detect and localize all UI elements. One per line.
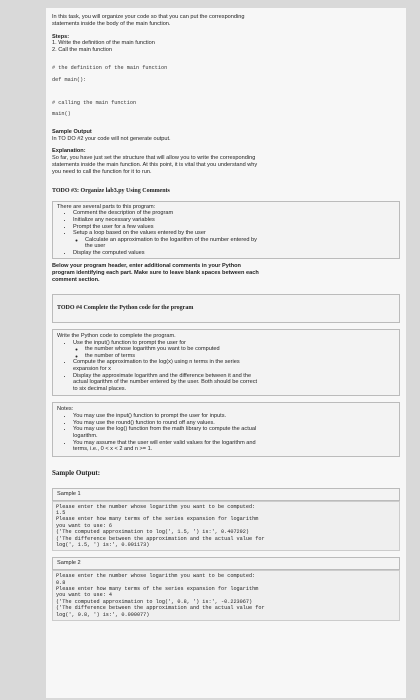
step-2: 2. Call the main function: [52, 47, 113, 54]
notes-heading: Notes:: [57, 406, 74, 413]
sample-2-line: Please enter the number whose logarithm you want to be computed:: [56, 573, 256, 580]
code-comment-definition: # the definition of the main function: [52, 65, 168, 72]
todo3-item: • Display the computed values: [73, 250, 395, 257]
explanation-line-1: So far, you have just set the structure that will allow you to write the corresponding: [52, 155, 256, 162]
todo3-item-text: Setup a loop based on the values entered by the user: [73, 230, 206, 237]
sample-2-label: Sample 2: [57, 560, 81, 567]
todo4-item-3-line-1: Display the approximate logarithm and the difference between it and the: [73, 372, 252, 379]
todo3-list: [57, 210, 395, 256]
todo4-box: [52, 294, 400, 323]
sample-1-line: ('The difference between the approximation and the actual value for: [56, 535, 265, 542]
todo4-item: [73, 340, 395, 360]
todo3-note-line-2: program identifying each part. Make sure to leave blank spaces between each: [52, 270, 259, 277]
todo3-item: • Comment the description of the program: [73, 210, 395, 217]
notes-box: [52, 402, 400, 456]
sample-2-line: Please enter how many terms of the series expansion for logarithm: [56, 586, 259, 593]
sample-1-label: Sample 1: [57, 490, 81, 497]
note-3-line-1: You may use the log() function from the math library to compute the actual: [73, 426, 257, 433]
sample-1-output: [52, 501, 400, 552]
todo4-sublist: [73, 346, 395, 359]
todo3-item: [73, 230, 395, 250]
note-4-line-1: You may assume that the user will enter valid values for the logarithm and: [73, 439, 256, 446]
sample-output-heading: Sample Output: [52, 128, 92, 135]
sample-2-label-box: [52, 557, 400, 570]
explanation-line-2: statements inside the main function. At this point, it is vital that you understand why: [52, 161, 258, 168]
todo4-instructions-box: [52, 329, 400, 397]
todo4-item-3-line-3: to six decimal places.: [73, 385, 127, 392]
todo3-subitem-line-2: the user: [85, 243, 106, 250]
todo3-subitem-line-1: Calculate an approximation to the logarithm of the number entered by: [85, 236, 257, 243]
sample-1-line: log(', 1.5, ') is:', 0.001173): [56, 542, 150, 548]
note-4-line-2: terms, i.e., 0 < x < 2 and n >= 1.: [73, 446, 153, 453]
todo4-item: [73, 373, 395, 393]
sample-output-text: In TO DO #2 your code will not generate output.: [52, 135, 171, 142]
sample-2-output: [52, 570, 400, 621]
todo3-item: • Prompt the user for a few values: [73, 224, 395, 231]
intro-line-2: statements inside the body of the main function.: [52, 20, 171, 27]
todo4-heading: TODO #4 Complete the Python code for the program: [57, 304, 194, 311]
todo3-box: [52, 201, 400, 260]
todo3-heading: TODO #3: Organize lab3.py Using Comments: [52, 187, 170, 194]
steps-title: Steps:: [52, 33, 70, 40]
sample-1-line: ('The computed approximation to log(', 1.5, ') is:', 0.407292): [56, 529, 250, 536]
note-item: [73, 440, 395, 453]
sample-2-line: ('The computed approximation to log(', 0.8, ') is:', -0.223067): [56, 598, 253, 605]
todo4-intro: Write the Python code to complete the program.: [57, 332, 176, 339]
sample-1-line: you want to use: 6: [56, 522, 113, 529]
step-1: 1. Write the definition of the main function: [52, 40, 155, 47]
sample-1-line: Please enter how many terms of the series expansion for logarithm: [56, 516, 259, 523]
todo4-list: [57, 340, 395, 393]
todo4-item-2-line-1: Compute the approximation to the log(x) using n terms in the series: [73, 359, 240, 366]
todo3-item: • Initialize any necessary variables: [73, 217, 395, 224]
sample-2-line: log(', 0.8, ') is:', 0.000077): [56, 611, 150, 618]
todo4-item-1: Use the input() function to prompt the user for: [73, 339, 186, 346]
todo3-subitem: [85, 237, 395, 250]
sample-output-section-heading: Sample Output:: [52, 468, 101, 477]
sample-1-line: 1.5: [56, 509, 66, 516]
todo4-subitem: ◦ the number whose logarithm you want to be computed: [85, 346, 395, 353]
code-call-main: main(): [52, 111, 71, 118]
todo3-note-line-3: comment section.: [52, 277, 100, 284]
code-comment-calling: # calling the main function: [52, 99, 137, 106]
sample-1-label-box: [52, 488, 400, 501]
todo4-item-3-line-2: actual logarithm of the number entered by the user. Both should be correct: [73, 379, 258, 386]
explanation-heading: Explanation:: [52, 148, 86, 155]
notes-list: [57, 413, 395, 453]
sample-2-line: you want to use: 4: [56, 592, 113, 599]
todo4-item: [73, 359, 395, 372]
todo4-subitem: ◦ the number of terms: [85, 353, 395, 360]
code-def-main: def main():: [52, 76, 87, 83]
todo3-sublist: [73, 237, 395, 250]
note-item: • You may use the input() function to prompt the user for inputs.: [73, 413, 395, 420]
sample-2-line: ('The difference between the approximation and the actual value for: [56, 605, 265, 612]
note-item: • You may use the round() function to round off any values.: [73, 420, 395, 427]
sample-2-line: 0.8: [56, 579, 66, 586]
sample-1-line: Please enter the number whose logarithm you want to be computed:: [56, 503, 256, 510]
todo4-item-2-line-2: expansion for x: [73, 366, 111, 373]
intro-line-1: In this task, you will organize your code so that you can put the corresponding: [52, 14, 245, 20]
todo3-note-line-1: Below your program header, enter additional comments in your Python: [52, 263, 241, 270]
todo3-intro: There are several parts to this program:: [57, 203, 156, 210]
explanation-line-3: you need to call the function for it to run.: [52, 168, 152, 175]
note-3-line-2: logarithm.: [73, 432, 98, 439]
document-page: [46, 8, 406, 698]
note-item: [73, 426, 395, 439]
